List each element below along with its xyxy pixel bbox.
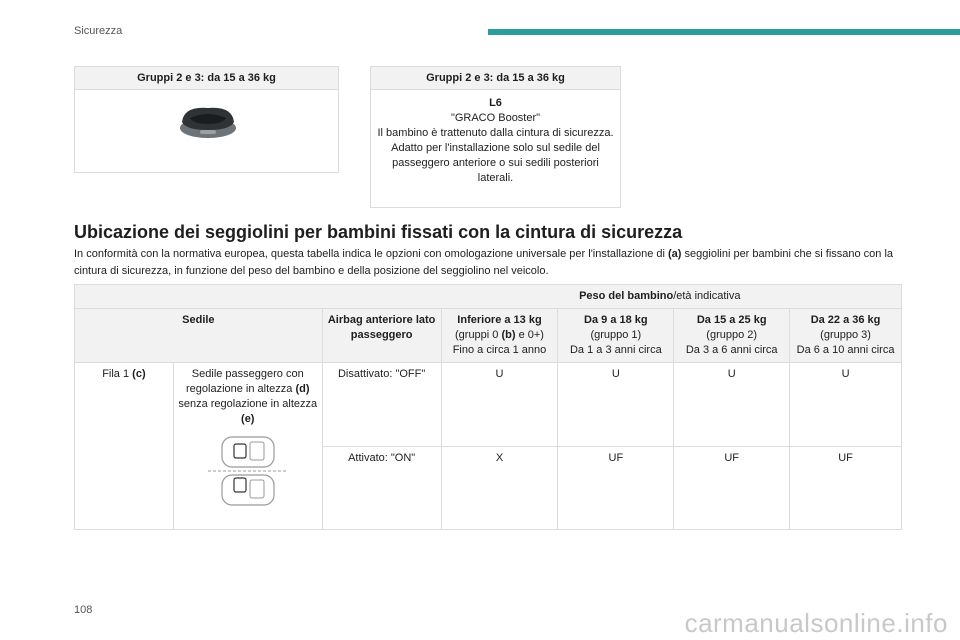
seat-note: Il bambino è trattenuto dalla cintura di sicurezza. xyxy=(377,127,614,139)
airbag-state: Disattivato: "OFF" xyxy=(322,363,441,447)
table-cell: UF xyxy=(790,446,902,530)
box-title: Gruppi 2 e 3: da 15 a 36 kg xyxy=(75,67,338,90)
section-label: Sicurezza xyxy=(74,25,123,37)
seat-description: Sedile passeggero con regolazione in altezza (d) senza regolazione in altezza (e) xyxy=(173,363,322,530)
weight-header: Peso del bambino/età indicativa xyxy=(441,285,901,309)
table-row xyxy=(75,285,902,309)
section-heading: Ubicazione dei seggiolini per bambini fissati con la cintura di sicurezza xyxy=(74,222,683,242)
seat-code: L6 xyxy=(489,97,502,109)
table-row xyxy=(75,363,902,447)
row-label: Fila 1 (c) xyxy=(75,363,174,530)
col-weight: Da 9 a 18 kg (gruppo 1) Da 1 a 3 anni circa xyxy=(558,309,674,363)
seat-note: Adatto per l'installazione solo sul sedile del passeggero anteriore o sui sedili posteriori laterali. xyxy=(391,142,600,184)
booster-seat-image xyxy=(178,100,238,140)
seat-name: "GRACO Booster" xyxy=(450,112,541,124)
seat-info-box xyxy=(370,66,621,208)
table-cell: UF xyxy=(558,446,674,530)
header-accent-bar xyxy=(488,29,960,35)
table-cell: UF xyxy=(674,446,790,530)
table-cell: U xyxy=(441,363,558,447)
col-weight: Da 22 a 36 kg (gruppo 3) Da 6 a 10 anni circa xyxy=(790,309,902,363)
watermark: carmanualsonline.info xyxy=(684,608,948,638)
airbag-state: Attivato: "ON" xyxy=(322,446,441,530)
table-cell: U xyxy=(790,363,902,447)
box-title: Gruppi 2 e 3: da 15 a 36 kg xyxy=(371,67,620,90)
table-cell: X xyxy=(441,446,558,530)
col-airbag: Airbag anteriore lato passeggero xyxy=(322,309,441,363)
table-cell: U xyxy=(558,363,674,447)
col-weight: Inferiore a 13 kg (gruppi 0 (b) e 0+) Fino a circa 1 anno xyxy=(441,309,558,363)
col-seat: Sedile xyxy=(75,309,323,363)
installation-table xyxy=(74,284,902,530)
table-row xyxy=(75,309,902,363)
table-cell: U xyxy=(674,363,790,447)
car-seat-diagram xyxy=(208,433,288,511)
col-weight: Da 15 a 25 kg (gruppo 2) Da 3 a 6 anni circa xyxy=(674,309,790,363)
seat-photo-box xyxy=(74,66,339,173)
page-number: 108 xyxy=(74,604,93,616)
intro-paragraph: In conformità con la normativa europea, questa tabella indica le opzioni con omologazione universale per l'installazione di (a) seggiolini per bambini che si fissano con la cintura di sicurezza, in funzione del peso del bambino e della posizione del seggiolino nel veicolo. xyxy=(74,248,894,277)
